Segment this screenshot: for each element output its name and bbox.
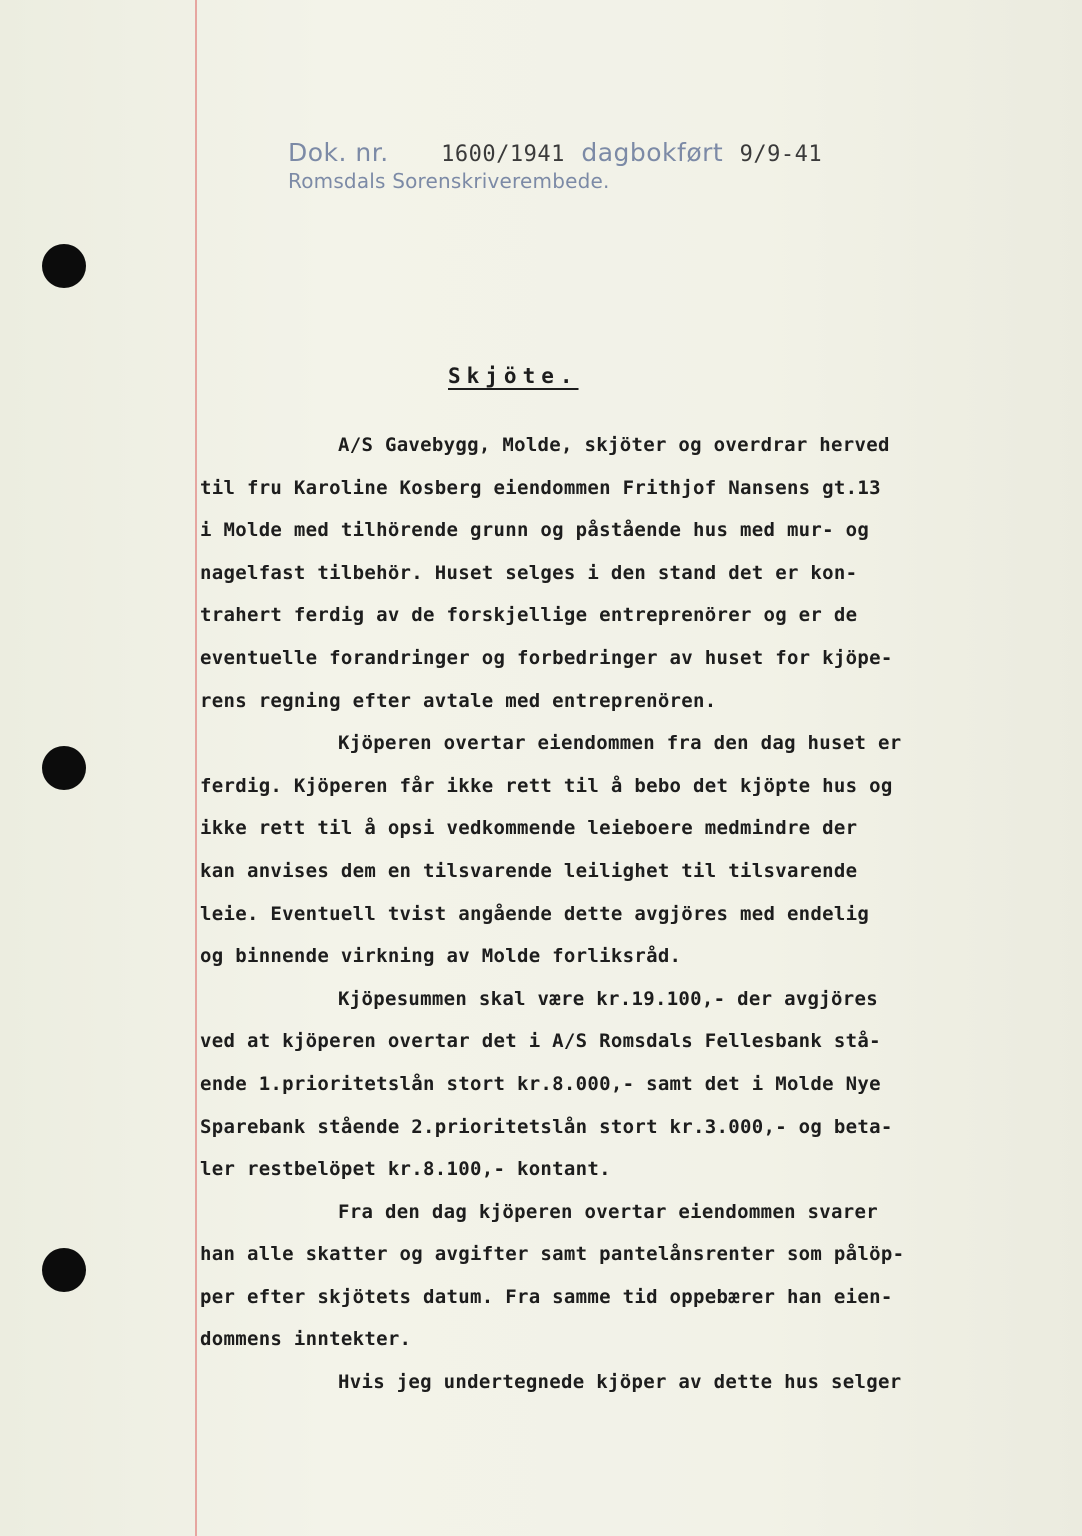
text-line: ler restbelöpet kr.8.100,- kontant. bbox=[200, 1158, 611, 1181]
text-line: kan anvises dem en tilsvarende leilighet til tilsvarende bbox=[200, 859, 858, 882]
text-line: Kjöpesummen skal være kr.19.100,- der avgjöres bbox=[338, 987, 878, 1010]
punch-hole bbox=[42, 746, 86, 790]
text-line: per efter skjötets datum. Fra samme tid oppebærer han eien- bbox=[200, 1285, 893, 1308]
text-line: nagelfast tilbehör. Huset selges i den stand det er kon- bbox=[200, 561, 858, 584]
text-line: han alle skatter og avgifter samt pantelånsrenter som pålöp- bbox=[200, 1243, 905, 1266]
text-line: og binnende virkning av Molde forliksråd. bbox=[200, 945, 682, 968]
text-line: trahert ferdig av de forskjellige entreprenörer og er de bbox=[200, 604, 858, 627]
stamp-dok-number: 1600/1941 bbox=[441, 142, 565, 167]
text-line: Hvis jeg undertegnede kjöper av dette hus selger bbox=[338, 1371, 902, 1394]
text-line: A/S Gavebygg, Molde, skjöter og overdrar herved bbox=[338, 434, 890, 456]
text-line: leie. Eventuell tvist angående dette avgjöres med endelig bbox=[200, 902, 870, 925]
margin-rule bbox=[195, 0, 197, 1536]
text-line: ved at kjöperen overtar det i A/S Romsdals Fellesbank stå- bbox=[200, 1030, 881, 1053]
text-line: Fra den dag kjöperen overtar eiendommen svarer bbox=[338, 1200, 878, 1223]
punch-hole bbox=[42, 244, 86, 288]
document-body bbox=[200, 424, 970, 1404]
stamp-dagbokfort-date: 9/9-41 bbox=[739, 142, 823, 167]
text-line: Kjöperen overtar eiendommen fra den dag huset er bbox=[338, 732, 902, 755]
text-line: ikke rett til å opsi vedkommende leieboere medmindre der bbox=[200, 817, 858, 840]
text-line: i Molde med tilhörende grunn og påstående hus med mur- og bbox=[200, 519, 870, 542]
document-title: Skjöte. bbox=[448, 364, 579, 388]
punch-hole bbox=[42, 1248, 86, 1292]
text-line: ferdig. Kjöperen får ikke rett til å bebo det kjöpte hus og bbox=[200, 774, 893, 797]
text-line: Sparebank stående 2.prioritetslån stort kr.3.000,- og beta- bbox=[200, 1115, 893, 1138]
stamp-office: Romsdals Sorenskriverembede. bbox=[288, 169, 610, 193]
text-line: eventuelle forandringer og forbedringer av huset for kjöpe- bbox=[200, 646, 893, 669]
text-line: ende 1.prioritetslån stort kr.8.000,- samt det i Molde Nye bbox=[200, 1072, 881, 1095]
stamp-dagbokfort-label: dagbokført bbox=[581, 138, 724, 167]
text-line: til fru Karoline Kosberg eiendommen Frithjof Nansens gt.13 bbox=[200, 476, 881, 499]
registry-stamp bbox=[288, 138, 848, 202]
stamp-dok-label: Dok. nr. bbox=[288, 138, 389, 167]
text-line: rens regning efter avtale med entreprenören. bbox=[200, 689, 717, 712]
text-line: dommens inntekter. bbox=[200, 1328, 412, 1351]
